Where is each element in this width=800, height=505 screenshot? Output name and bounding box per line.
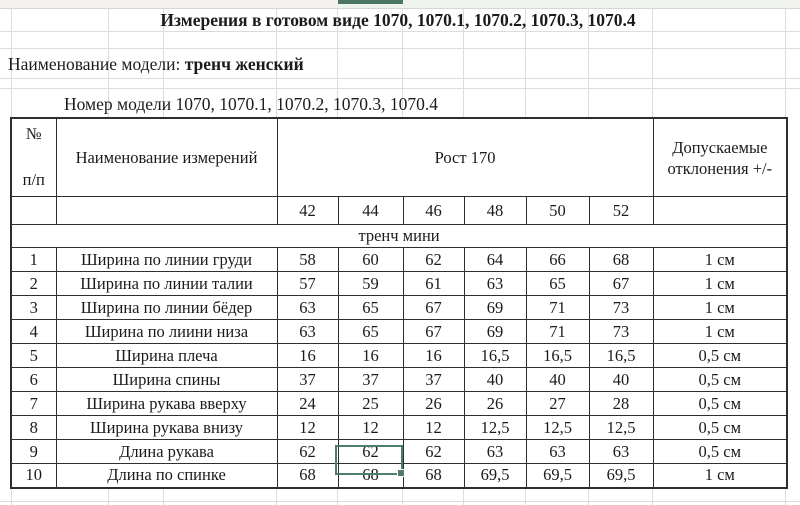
- value-cell[interactable]: 63: [589, 440, 653, 464]
- row-num-cell[interactable]: 6: [11, 368, 56, 392]
- value-cell[interactable]: 27: [526, 392, 589, 416]
- row-name-cell[interactable]: Длина рукава: [56, 440, 277, 464]
- value-cell[interactable]: 62: [403, 440, 464, 464]
- table-row: [11, 368, 787, 392]
- size-cell[interactable]: 48: [464, 197, 526, 225]
- tolerance-cell[interactable]: 1 см: [653, 296, 787, 320]
- value-cell[interactable]: 69,5: [526, 464, 589, 488]
- value-cell active-44[interactable]: 62: [338, 440, 403, 464]
- table-row: [11, 248, 787, 272]
- gridline: [0, 31, 800, 32]
- value-cell[interactable]: 63: [277, 296, 338, 320]
- column-headers-tint: [338, 0, 785, 8]
- header-rost-cell[interactable]: Рост 170: [277, 118, 653, 197]
- header-num-cell[interactable]: [11, 118, 56, 197]
- sizes-row: [11, 197, 787, 225]
- table-row: [11, 320, 787, 344]
- empty-cell[interactable]: [653, 197, 787, 225]
- tolerance-cell[interactable]: 1 см: [653, 464, 787, 488]
- value-cell[interactable]: 25: [338, 392, 403, 416]
- value-cell[interactable]: 67: [589, 272, 653, 296]
- value-cell[interactable]: 40: [589, 368, 653, 392]
- row-name-cell[interactable]: Ширина плеча: [56, 344, 277, 368]
- header-tolerance-line2: отклонения +/-: [667, 158, 773, 178]
- value-cell[interactable]: 67: [403, 296, 464, 320]
- value-cell[interactable]: 40: [464, 368, 526, 392]
- row-num-cell[interactable]: 10: [11, 464, 56, 488]
- row-num-cell[interactable]: 2: [11, 272, 56, 296]
- value-cell[interactable]: 68: [277, 464, 338, 488]
- value-cell[interactable]: 12,5: [526, 416, 589, 440]
- value-cell[interactable]: 71: [526, 320, 589, 344]
- value-cell[interactable]: 71: [526, 296, 589, 320]
- row-name-cell[interactable]: Ширина рукава внизу: [56, 416, 277, 440]
- row-num-cell[interactable]: 4: [11, 320, 56, 344]
- tolerance-cell[interactable]: 1 см: [653, 320, 787, 344]
- tolerance-cell[interactable]: 0,5 см: [653, 416, 787, 440]
- model-name-label: Наименование модели:: [8, 54, 185, 74]
- row-name-cell[interactable]: Ширина рукава вверху: [56, 392, 277, 416]
- value-cell[interactable]: 69,5: [589, 464, 653, 488]
- value-cell[interactable]: 62: [403, 248, 464, 272]
- value-cell[interactable]: 64: [464, 248, 526, 272]
- header-name-cell[interactable]: Наименование измерений: [56, 118, 277, 197]
- model-name-value: тренч женский: [184, 54, 304, 74]
- size-cell[interactable]: 42: [277, 197, 338, 225]
- table-row: [11, 272, 787, 296]
- tolerance-cell[interactable]: 0,5 см: [653, 440, 787, 464]
- value-cell[interactable]: 16: [403, 344, 464, 368]
- value-cell[interactable]: 57: [277, 272, 338, 296]
- tolerance-cell[interactable]: 0,5 см: [653, 392, 787, 416]
- table-row: [11, 392, 787, 416]
- value-cell[interactable]: 69,5: [464, 464, 526, 488]
- gridline: [0, 88, 800, 89]
- value-cell[interactable]: 69: [464, 296, 526, 320]
- value-cell[interactable]: 37: [338, 368, 403, 392]
- value-cell[interactable]: 16,5: [464, 344, 526, 368]
- value-cell[interactable]: 65: [526, 272, 589, 296]
- header-tolerance-line1: Допускаемые: [672, 137, 768, 157]
- value-cell[interactable]: 68: [338, 464, 403, 488]
- size-cell[interactable]: 52: [589, 197, 653, 225]
- value-cell[interactable]: 40: [526, 368, 589, 392]
- row-num-cell[interactable]: 3: [11, 296, 56, 320]
- value-cell[interactable]: 69: [464, 320, 526, 344]
- value-cell[interactable]: 73: [589, 296, 653, 320]
- value-cell[interactable]: 59: [338, 272, 403, 296]
- size-cell[interactable]: 44: [338, 197, 403, 225]
- table-header-row: [11, 118, 787, 197]
- row-name-cell[interactable]: Ширина по линии талии: [56, 272, 277, 296]
- value-cell[interactable]: 24: [277, 392, 338, 416]
- value-cell[interactable]: 37: [403, 368, 464, 392]
- row-num-cell[interactable]: 8: [11, 416, 56, 440]
- row-name-cell[interactable]: Ширина спины: [56, 368, 277, 392]
- value-cell[interactable]: 68: [403, 464, 464, 488]
- gridline: [0, 48, 800, 49]
- value-cell[interactable]: 60: [338, 248, 403, 272]
- header-tolerance-cell[interactable]: [653, 118, 787, 197]
- value-cell[interactable]: 12: [277, 416, 338, 440]
- value-cell[interactable]: 63: [464, 272, 526, 296]
- column-headers-strip: [0, 0, 800, 9]
- sheet-title[interactable]: Измерения в готовом виде 1070, 1070.1, 1070.2, 1070.3, 1070.4: [160, 10, 636, 30]
- selected-column-highlight: [338, 0, 403, 4]
- value-cell[interactable]: 66: [526, 248, 589, 272]
- value-cell[interactable]: 16,5: [589, 344, 653, 368]
- table-row: [11, 440, 787, 464]
- row-num-cell[interactable]: 9: [11, 440, 56, 464]
- empty-cell[interactable]: [56, 197, 277, 225]
- size-cell[interactable]: 46: [403, 197, 464, 225]
- size-cell[interactable]: 50: [526, 197, 589, 225]
- value-cell[interactable]: 62: [277, 440, 338, 464]
- tolerance-cell[interactable]: 0,5 см: [653, 344, 787, 368]
- value-cell[interactable]: 65: [338, 296, 403, 320]
- section-title-cell[interactable]: тренч мини: [11, 225, 787, 248]
- value-cell[interactable]: 68: [589, 248, 653, 272]
- row-num-cell[interactable]: 1: [11, 248, 56, 272]
- value-cell[interactable]: 67: [403, 320, 464, 344]
- header-num-top: №: [25, 124, 42, 143]
- header-num-bottom: п/п: [22, 170, 45, 189]
- value-cell[interactable]: 61: [403, 272, 464, 296]
- value-cell[interactable]: 12,5: [464, 416, 526, 440]
- value-cell[interactable]: 58: [277, 248, 338, 272]
- tolerance-cell[interactable]: 1 см: [653, 272, 787, 296]
- model-name-line[interactable]: [8, 52, 304, 77]
- row-name-cell[interactable]: Ширина по лиини низа: [56, 320, 277, 344]
- table-row: [11, 344, 787, 368]
- value-cell[interactable]: 16,5: [526, 344, 589, 368]
- value-cell[interactable]: 37: [277, 368, 338, 392]
- value-cell[interactable]: 63: [464, 440, 526, 464]
- row-num-cell[interactable]: 5: [11, 344, 56, 368]
- tolerance-cell[interactable]: 0,5 см: [653, 368, 787, 392]
- gridline: [0, 501, 800, 502]
- section-row: [11, 225, 787, 248]
- measurements-table: [10, 117, 788, 489]
- value-cell[interactable]: 12: [403, 416, 464, 440]
- row-name-cell[interactable]: Ширина по линии бёдер: [56, 296, 277, 320]
- value-cell[interactable]: 26: [464, 392, 526, 416]
- value-cell[interactable]: 73: [589, 320, 653, 344]
- table-row: [11, 296, 787, 320]
- value-cell[interactable]: 28: [589, 392, 653, 416]
- value-cell[interactable]: 16: [277, 344, 338, 368]
- value-cell[interactable]: 63: [277, 320, 338, 344]
- table-row: [11, 464, 787, 488]
- value-cell[interactable]: 26: [403, 392, 464, 416]
- empty-cell[interactable]: [11, 197, 56, 225]
- row-name-cell[interactable]: Длина по спинке: [56, 464, 277, 488]
- value-cell[interactable]: 63: [526, 440, 589, 464]
- row-name-cell[interactable]: Ширина по линии груди: [56, 248, 277, 272]
- table-row: [11, 416, 787, 440]
- value-cell[interactable]: 16: [338, 344, 403, 368]
- tolerance-cell[interactable]: 1 см: [653, 248, 787, 272]
- value-cell[interactable]: 12,5: [589, 416, 653, 440]
- row-num-cell[interactable]: 7: [11, 392, 56, 416]
- value-cell[interactable]: 12: [338, 416, 403, 440]
- value-cell[interactable]: 65: [338, 320, 403, 344]
- gridline: [0, 78, 800, 79]
- model-number-line[interactable]: Номер модели 1070, 1070.1, 1070.2, 1070.3, 1070.4: [64, 94, 438, 114]
